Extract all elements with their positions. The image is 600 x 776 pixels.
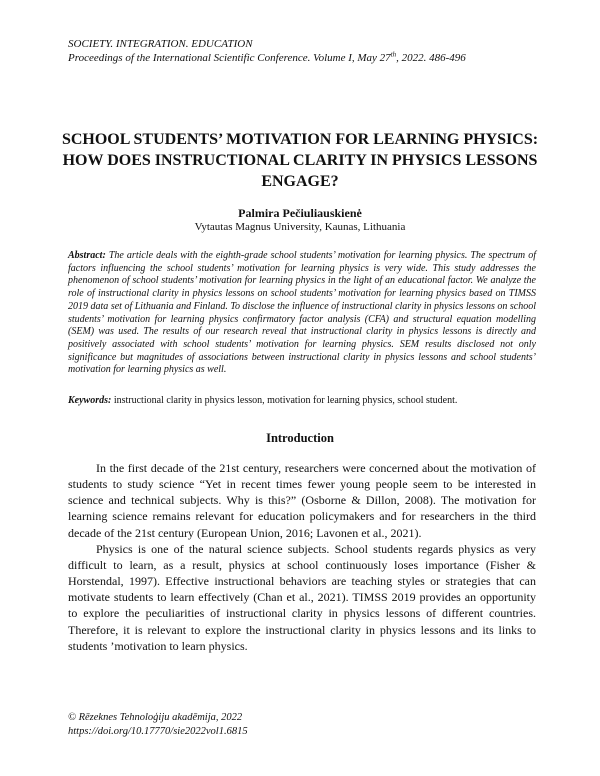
copyright-line: © Rēzeknes Tehnoloģiju akadēmija, 2022 — [68, 712, 243, 723]
doi-link[interactable]: https://doi.org/10.17770/sie2022vol1.6815 — [68, 726, 248, 737]
paragraph: Physics is one of the natural science subjects. School students regards physics as very difficult to learn, as a result, physics at school continuously loses importance (Fisher & Horstendal, 1997). Effective instructional behaviors are teaching styles or strategies that can motivate students to learn effectively (Chan et al., 2021). TIMSS 2019 provides an opportunity to explore the peculiarities of instructional clarity in physics lessons of different countries. Therefore, it is relevant to explore the instructional clarity in physics lessons and its links to students ’motivation to learn physics. — [68, 541, 536, 653]
author-affiliation: Vytautas Magnus University, Kaunas, Lithuania — [194, 221, 406, 233]
footer — [68, 711, 538, 739]
abstract — [68, 250, 536, 377]
proceedings-line — [68, 51, 538, 65]
abstract-text: The article deals with the eighth-grade school students’ motivation for learning physics. The spectrum of factors influencing the school students’ motivation for learning physics is very wide. This study addresses the phenomenon of school students’ motivation for learning physics in the light of an educational factor. We analyze the role of instructional clarity in physics lessons on school students’ motivation for learning physics based on TIMSS 2019 data set of Lithuania and Finland. To disclose the influence of instructional clarity in physics lessons on school students’ motivation for learning physics confirmatory factor analysis (CFA) and structural equation modelling (SEM) was used. The results of our research reveal that instructional clarity in physics lessons is directly and positively associated with school students’ motivation for learning physics. SEM results disclosed not only significance but magnitudes of associations between instructional clarity in physics lessons and school students’ motivation for learning physics as well. — [68, 250, 536, 376]
keywords-label: Keywords: — [68, 395, 112, 406]
paragraph: In the first decade of the 21st century, researchers were concerned about the motivation of students to study science “Yet in recent times fewer young people seem to be interested in science and technical subjects. Why is this?” (Osborne & Dillon, 2008). The motivation for learning science remains relevant for education policymakers and for researchers in the third decade of the 21st century (European Union, 2016; Lavonen et al., 2021). — [68, 461, 536, 540]
introduction-heading: Introduction — [266, 431, 334, 445]
introduction-body — [68, 460, 536, 654]
abstract-label: Abstract: — [68, 250, 106, 261]
paper-title: SCHOOL STUDENTS’ MOTIVATION FOR LEARNING PHYSICS: HOW DOES INSTRUCTIONAL CLARITY IN PHYSICS LESSONS ENGAGE? — [61, 131, 539, 190]
date-superscript: th — [390, 50, 397, 59]
running-head — [68, 37, 538, 65]
proceedings-pages: , 2022. 486-496 — [396, 52, 466, 64]
journal-name: SOCIETY. INTEGRATION. EDUCATION — [68, 38, 253, 50]
keywords — [68, 395, 536, 408]
author-name: Palmira Pečiuliauskienė — [238, 206, 362, 220]
proceedings-text: Proceedings of the International Scientific Conference. Volume I, May 27 — [68, 52, 391, 64]
keywords-text: instructional clarity in physics lesson, motivation for learning physics, school student. — [111, 395, 458, 406]
